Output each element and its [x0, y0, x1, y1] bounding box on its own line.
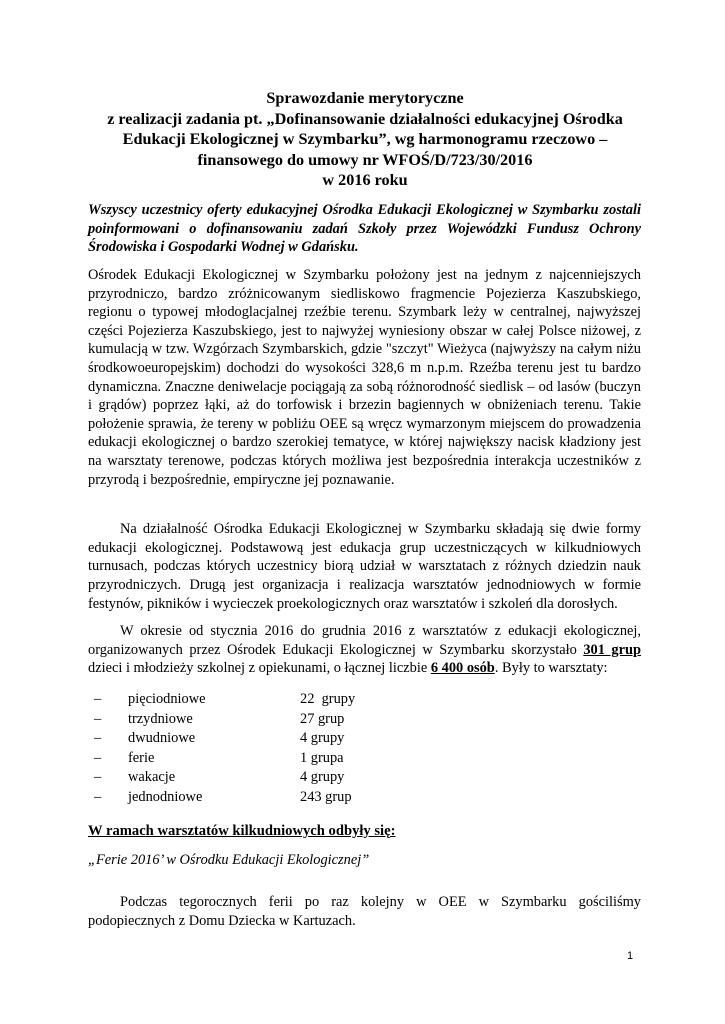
list-dash: –: [94, 788, 102, 805]
workshop-type: wakacje: [128, 769, 176, 786]
list-item: [88, 788, 448, 808]
workshop-count: 22 grupy: [300, 691, 356, 707]
list-dash: –: [94, 691, 102, 707]
workshop-type: jednodniowe: [128, 788, 203, 805]
stats-people-count: 6 400 osób: [430, 660, 495, 677]
paragraph-education-forms: Na działalność Ośrodka Edukacji Ekologicznej w Szymbarku składają się dwie formy edukacji ekologicznej. Podstawową jest edukacja grup uczestniczących w kilkudniowych turnusach, podczas których uczestnicy biorą udział w warsztatach z różnych dziedzin nauk przyrodniczych. Drugą jest organizacja i realizacja warsztatów jednodniowych w formie festynów, pikników i wycieczek proekologicznych oraz warsztatów i szkoleń dla dorosłych.: [88, 521, 641, 612]
title-line-4: finansowego do umowy nr WFOŚ/D/723/30/2016: [197, 150, 533, 169]
title-line-2: z realizacji zadania pt. „Dofinansowanie działalności edukacyjnej Ośrodka: [107, 109, 623, 128]
page-number: 1: [627, 950, 634, 962]
list-item: [88, 768, 448, 788]
stats-text-after: . Były to warsztaty:: [494, 660, 608, 677]
paragraph-statistics: [88, 622, 641, 678]
list-item: [88, 729, 448, 749]
workshop-count: 4 grupy: [300, 769, 345, 786]
paragraph-winter-holidays: Podczas tegorocznych ferii po raz kolejny w OEE w Szymbarku gościliśmy podopiecznych z Domu Dziecka w Kartuzach.: [88, 894, 641, 929]
workshop-count: 1 grupa: [300, 749, 344, 766]
paragraph-location: Ośrodek Edukacji Ekologicznej w Szymbarku położony jest na jednym z najcenniejszych przyrodniczo, bardzo zróżnicowanym siedliskowo fragmencie Pojezierza Kaszubskiego, regionu o typowej młodoglacjalnej rzeźbie terenu. Szymbark leży w centralnej, najwyższej części Pojezierza Kaszubskiego, jest to najwyżej wyniesiony obszar w całej Polsce niżowej, z kumulacją w tzw. Wzgórzach Szymbarskich, gdzie "szczyt" Wieżyca (najwyższy na całym niżu środkowoeuropejskim) dochodzi do wysokości 328,6 m n.p.m. Rzeźba terenu jest tu bardzo dynamiczna. Znaczne deniwelacje pociągają za sobą różnorodność siedlisk – od lasów (buczyn i grądów) poprzez łąki, aż do torfowisk i brzezin bagiennych w obniżeniach terenu. Takie położenie sprawia, że tereny w pobliżu OEE są wręcz wymarzonym miejscem do prowadzenia edukacji ekologicznej o bardzo szerokiej tematyce, w której największy nacisk kładziony jest na warsztaty terenowe, podczas których możliwa jest bezpośrednia interakcja uczestników z przyrodą i bezpośrednie, empiryczne jej poznawanie.: [88, 267, 641, 488]
workshop-type: dwudniowe: [128, 730, 196, 747]
list-dash: –: [94, 749, 102, 766]
title-line-3: Edukacji Ekologicznej w Szymbarku”, wg harmonogramu rzeczowo –: [122, 130, 608, 148]
stats-text-middle: dzieci i młodzieży szkolnej z opiekunami, o łącznej liczbie: [88, 660, 431, 677]
title-line-1: Sprawozdanie merytoryczne: [266, 89, 464, 107]
section-heading: W ramach warsztatów kilkudniowych odbyły się:: [88, 823, 396, 839]
workshop-count: 243 grup: [300, 788, 352, 805]
list-item: [88, 690, 448, 710]
stats-groups-count: 301 grup: [583, 641, 641, 658]
report-title: [80, 88, 650, 191]
title-line-5: w 2016 roku: [322, 171, 408, 189]
list-item: [88, 749, 448, 769]
list-dash: –: [94, 710, 102, 727]
intro-paragraph: Wszyscy uczestnicy oferty edukacyjnej Ośrodka Edukacji Ekologicznej w Szymbarku zostali poinformowani o dofinansowaniu zadań Szkoły przez Wojewódzki Fundusz Ochrony Środowiska i Gospodarki Wodnej w Gdańsku.: [88, 202, 641, 255]
list-item: [88, 710, 448, 730]
workshop-type: pięciodniowe: [128, 691, 206, 707]
subsection-heading: „Ferie 2016’ w Ośrodku Edukacji Ekologicznej”: [88, 852, 370, 868]
workshop-type: trzydniowe: [128, 710, 193, 727]
list-dash: –: [94, 730, 102, 747]
workshop-count: 4 grupy: [300, 730, 345, 747]
workshop-list: [88, 690, 448, 808]
workshop-type: ferie: [128, 749, 155, 766]
stats-text-before: W okresie od stycznia 2016 do grudnia 2016 z warsztatów z edukacji ekologicznej, organizowanych przez Ośrodek Edukacji Ekologicznej w Szymbarku skorzystało: [88, 623, 641, 658]
list-dash: –: [94, 769, 102, 786]
workshop-count: 27 grup: [300, 710, 345, 727]
